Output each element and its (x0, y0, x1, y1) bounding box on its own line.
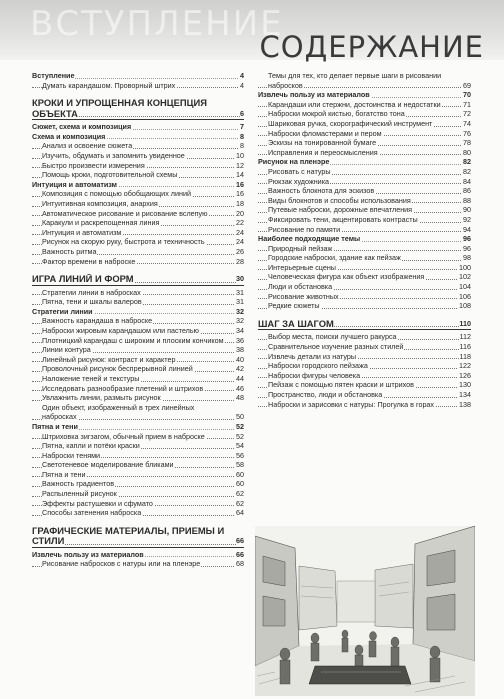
entry-title: Извлечь детали из натуры (268, 351, 357, 361)
toc-entry[interactable] (258, 244, 471, 254)
toc-entry[interactable] (258, 100, 471, 110)
entry-title: Наиболее подходящие темы (258, 234, 361, 244)
toc-entry[interactable] (32, 170, 244, 180)
page-number: 20 (236, 208, 244, 218)
section-gap (32, 90, 244, 98)
entry-title: Наброски городского пейзажа (268, 361, 368, 371)
toc-entry[interactable] (258, 109, 471, 119)
toc-entry[interactable] (32, 432, 244, 442)
page-number: 116 (459, 341, 471, 351)
section-rule (32, 119, 244, 120)
page-number: 22 (236, 218, 244, 228)
entry-title: Рисунок на пленэре (258, 157, 330, 167)
toc-entry[interactable] (32, 345, 244, 355)
toc-subsection[interactable] (32, 422, 244, 432)
toc-entry[interactable] (32, 403, 244, 422)
toc-entry[interactable] (32, 81, 244, 91)
entry-title: Исправления и переосмысления (268, 147, 378, 157)
entry-title: Стратегии линии (32, 306, 93, 316)
page-number: 18 (236, 198, 244, 208)
toc-entry[interactable] (32, 141, 244, 151)
entry-title: Наброски тенями (42, 450, 101, 460)
page-number: 76 (463, 128, 471, 138)
page-number: 62 (236, 498, 244, 508)
page-number: 50 (236, 412, 244, 422)
page-number: 78 (463, 138, 471, 148)
toc-entry[interactable] (32, 336, 244, 346)
toc-entry[interactable] (32, 384, 244, 394)
page-number: 86 (463, 186, 471, 196)
page-number: 16 (236, 179, 244, 189)
page-number: 16 (236, 189, 244, 199)
toc-entry[interactable] (32, 489, 244, 499)
toc-entry[interactable] (32, 355, 244, 365)
entry-title: Светотеневое моделирование бликами (42, 460, 174, 470)
entry-title: Увлажнить линии, размыть рисунок (42, 393, 161, 403)
street-sketch-illustration (255, 526, 475, 696)
entry-title: Распыленный рисунок (42, 489, 117, 499)
page-title: СОДЕРЖАНИЕ (259, 30, 484, 64)
entry-title: Фактор времени в наброске (42, 256, 136, 266)
entry-title: Рисунок на скорую руку, быстрота и техничность (42, 237, 205, 247)
entry-title: Думать карандашом. Проворный штрих (42, 80, 176, 90)
toc-entry[interactable] (32, 288, 244, 298)
entry-title: Линейный рисунок: контраст и характер (42, 354, 176, 364)
entry-title: Линии контура (42, 345, 91, 355)
toc-entry[interactable] (32, 257, 244, 267)
toc-subsection[interactable] (32, 180, 244, 190)
toc-entry[interactable] (32, 218, 244, 228)
entry-title: Выбор места, поиски лучшего ракурса (268, 332, 397, 342)
toc-entry[interactable] (258, 186, 471, 196)
toc-entry[interactable] (258, 371, 471, 381)
entry-title: Природный пейзаж (268, 243, 333, 253)
toc-entry[interactable] (258, 148, 471, 158)
entry-title: Интуитивная композиция, анархия (42, 198, 158, 208)
page-number: 32 (236, 316, 244, 326)
entry-title: Сюжет, схема и композиция (32, 122, 132, 132)
entry-title: Интуиция и автоматизм (32, 179, 117, 189)
section-title: ШАГ ЗА ШАГОМ (258, 318, 334, 329)
page-number: 24 (236, 227, 244, 237)
toc-entry[interactable] (258, 301, 471, 311)
page-number: 38 (236, 345, 244, 355)
page-number: 69 (463, 80, 471, 90)
page-number: 48 (236, 393, 244, 403)
entry-title: Пятна, капли и потёки краски (42, 441, 140, 451)
toc-entry[interactable] (32, 559, 244, 569)
toc-entry[interactable] (32, 199, 244, 209)
toc-subsection[interactable] (32, 307, 244, 317)
entry-title: Важность блокнота для эскизов (268, 186, 375, 196)
page-number: 44 (236, 373, 244, 383)
toc-left-column (32, 71, 244, 569)
page-number: 98 (463, 253, 471, 263)
page-number: 104 (459, 282, 471, 292)
toc-entry[interactable] (32, 189, 244, 199)
entry-title: Штриховка зигзагом, обычный прием в наброске (42, 431, 205, 441)
page-number: 32 (236, 306, 244, 316)
entry-title: Один объект, изображенный в трех линейных набросках (42, 402, 195, 422)
entry-title: Помощь кроки, подготовительной схемы (42, 170, 178, 180)
page-number: 31 (236, 287, 244, 297)
toc-entry[interactable] (32, 316, 244, 326)
page-number: 14 (236, 170, 244, 180)
toc-section-heading[interactable] (32, 98, 244, 119)
entry-title: Схема и композиция (32, 131, 106, 141)
toc-entry[interactable] (32, 209, 244, 219)
entry-title: Люди и обстановка (268, 282, 333, 292)
toc-entry[interactable] (258, 177, 471, 187)
page-number: 4 (240, 71, 244, 80)
section-title: ГРАФИЧЕСКИЕ МАТЕРИАЛЫ, ПРИЕМЫ И СТИЛИ (32, 525, 225, 547)
entry-title: Автоматическое рисование и рисование вслепую (42, 208, 208, 218)
toc-section-heading[interactable] (32, 274, 244, 285)
entry-title: Рисовать с натуры (268, 166, 331, 176)
page-number: 138 (459, 399, 471, 409)
toc-entry[interactable] (258, 253, 471, 263)
page-number: 94 (463, 224, 471, 234)
entry-title: Карандаши или стержни, достоинства и недостатки (268, 99, 441, 109)
page-number: 134 (459, 389, 471, 399)
toc-entry[interactable] (258, 292, 471, 302)
toc-entry[interactable] (258, 205, 471, 215)
entry-title: Темы для тех, кто делает первые шаги в рисовании набросков (268, 71, 442, 90)
page-number: 34 (236, 325, 244, 335)
entry-title: Пейзаж с помощью пятен краски и штрихов (268, 380, 414, 390)
page-number: 7 (240, 122, 244, 132)
toc-entry[interactable] (32, 228, 244, 238)
toc-entry[interactable] (32, 393, 244, 403)
entry-title: Важность ритма (42, 246, 97, 256)
page-number: 96 (463, 234, 471, 244)
entry-title: Наброски жировым карандашом или пастелью (42, 325, 199, 335)
page-number: 66 (236, 536, 244, 546)
toc-entry[interactable] (258, 129, 471, 139)
toc-subsection[interactable] (32, 550, 244, 560)
toc-entry[interactable] (258, 380, 471, 390)
page-number: 8 (240, 141, 244, 151)
toc-entry[interactable] (32, 441, 244, 451)
page-number: 92 (463, 214, 471, 224)
entry-title: Наброски и зарисовки с натуры: Прогулка в горах (268, 399, 435, 409)
page-number: 102 (459, 272, 471, 282)
entry-title: Вступление (32, 71, 75, 80)
toc-subsection[interactable] (258, 157, 471, 167)
toc-entry[interactable] (32, 374, 244, 384)
page-number: 82 (463, 157, 471, 167)
entry-title: Быстро произвести измерения (42, 160, 145, 170)
entry-title: Каракули и раскрепощенная линия (42, 218, 160, 228)
toc-entry[interactable] (32, 499, 244, 509)
section-gap (32, 518, 244, 526)
entry-title: Анализ и освоение сюжета (42, 141, 133, 151)
toc-entry[interactable] (258, 390, 471, 400)
section-title: ИГРА ЛИНИЙ И ФОРМ (32, 274, 134, 285)
entry-title: Изучить, обдумать и запомнить увиденное (42, 150, 185, 160)
page-number: 52 (236, 431, 244, 441)
page-number: 56 (236, 450, 244, 460)
toc-subsection[interactable] (32, 71, 244, 81)
section-gap (258, 311, 471, 319)
toc-entry[interactable] (32, 470, 244, 480)
page-number: 74 (463, 118, 471, 128)
toc-entry[interactable] (258, 282, 471, 292)
ghost-heading: ВСТУПЛЕНИЕ (30, 4, 284, 44)
entry-title: Извлечь пользу из материалов (32, 549, 144, 559)
page-number: 42 (236, 364, 244, 374)
entry-title: Городские наброски, здание как пейзаж (268, 253, 401, 263)
entry-title: Наложение теней и текстуры (42, 373, 140, 383)
toc-entry[interactable] (258, 361, 471, 371)
toc-entry[interactable] (258, 71, 471, 90)
toc-entry[interactable] (32, 247, 244, 257)
toc-entry[interactable] (258, 138, 471, 148)
page-number: 64 (236, 508, 244, 518)
page-number: 70 (463, 90, 471, 100)
entry-title: Пространство, люди и обстановка (268, 389, 383, 399)
page-number: 36 (236, 335, 244, 345)
page-number: 62 (236, 489, 244, 499)
entry-title: Исследовать разнообразие плетений и штрихов (42, 383, 204, 393)
entry-title: Рисование по памяти (268, 224, 341, 234)
toc-entry[interactable] (258, 342, 471, 352)
page-number: 60 (236, 469, 244, 479)
entry-title: Шариковая ручка, скорографический инструмент (268, 118, 433, 128)
section-gap (32, 266, 244, 274)
page-number: 72 (463, 109, 471, 119)
toc-entry[interactable] (258, 272, 471, 282)
toc-entry[interactable] (258, 400, 471, 410)
toc-entry[interactable] (258, 119, 471, 129)
page-number: 112 (459, 332, 471, 342)
toc-section-heading[interactable] (258, 319, 471, 330)
entry-title: Способы затенения наброска (42, 508, 142, 518)
entry-title: Рисование животных (268, 291, 339, 301)
entry-title: Путевые наброски, дорожные впечатления (268, 205, 413, 215)
page-number: 118 (459, 351, 471, 361)
toc-entry[interactable] (32, 151, 244, 161)
page-number: 110 (459, 318, 471, 328)
toc-entry[interactable] (32, 508, 244, 518)
section-rule (258, 329, 471, 330)
page-number: 96 (463, 243, 471, 253)
entry-title: Виды блокнотов и способы использования (268, 195, 411, 205)
page-number: 80 (463, 147, 471, 157)
page-number: 8 (240, 131, 244, 141)
entry-title: Наброски фигуры человека (268, 370, 361, 380)
toc-subsection[interactable] (258, 234, 471, 244)
toc-entry[interactable] (258, 215, 471, 225)
entry-title: Важность градиентов (42, 479, 115, 489)
page-number: 88 (463, 195, 471, 205)
toc-entry[interactable] (32, 161, 244, 171)
entry-title: Сравнительное изучение разных стилей (268, 341, 404, 351)
entry-title: Рюкзак художника (268, 176, 329, 186)
entry-title: Эффекты растушевки и сфумато (42, 498, 153, 508)
entry-title: Фиксировать тени, акцентировать контрасты (268, 214, 418, 224)
page-number: 66 (236, 549, 244, 559)
entry-title: Извлечь пользу из материалов (258, 90, 370, 100)
entry-title: Композиция с помощью обобщающих линий (42, 189, 191, 199)
entry-title: Пятна и тени (32, 421, 78, 431)
section-title: КРОКИ И УПРОЩЕННАЯ КОНЦЕПЦИЯ ОБЪЕКТА (32, 98, 207, 119)
toc-entry[interactable] (258, 167, 471, 177)
entry-title: Наброски фломастерами и пером (268, 128, 382, 138)
entry-title: Стратегии линии в набросках (42, 287, 141, 297)
page-number: 90 (463, 205, 471, 215)
toc-section-heading[interactable] (32, 526, 244, 547)
page-number: 100 (459, 262, 471, 272)
entry-title: Интуиция и автоматизм (42, 227, 122, 237)
page-number: 106 (459, 291, 471, 301)
page-number: 122 (459, 361, 471, 371)
toc-entry[interactable] (258, 332, 471, 342)
section-rule (32, 285, 244, 286)
page-number: 71 (463, 99, 471, 109)
toc-entry[interactable] (258, 263, 471, 273)
entry-title: Плотницкий карандаш с широким и плоским кончиком (42, 335, 224, 345)
page-number: 12 (236, 160, 244, 170)
page-number: 58 (236, 460, 244, 470)
toc-entry[interactable] (32, 326, 244, 336)
toc-subsection[interactable] (32, 132, 244, 142)
entry-title: Редкие сюжеты (268, 301, 320, 311)
sketch-drawing (255, 526, 475, 696)
toc-entry[interactable] (32, 297, 244, 307)
page-number: 26 (236, 246, 244, 256)
page-number: 84 (463, 176, 471, 186)
page-number: 10 (236, 150, 244, 160)
page-number: 6 (240, 108, 244, 118)
page-number: 31 (236, 297, 244, 307)
toc-entry[interactable] (32, 460, 244, 470)
toc-entry[interactable] (32, 479, 244, 489)
page-number: 4 (240, 80, 244, 90)
toc-entry[interactable] (32, 451, 244, 461)
toc-subsection[interactable] (32, 122, 244, 132)
entry-title: Важность карандаша в наброске (42, 316, 153, 326)
entry-title: Пятна и тени (42, 469, 86, 479)
page-number: 30 (236, 274, 244, 284)
toc-right-column (258, 71, 471, 409)
entry-title: Человеческая фигура как объект изображения (268, 272, 425, 282)
page-number: 52 (236, 421, 244, 431)
entry-title: Интерьерные сцены (268, 262, 336, 272)
entry-title: Пятна, тени и шкалы валеров (42, 297, 142, 307)
entry-title: Проволочный рисунок беспрерывной линией (42, 364, 193, 374)
entry-title: Эскизы на тонированной бумаге (268, 138, 377, 148)
page-number: 40 (236, 354, 244, 364)
page-number: 54 (236, 441, 244, 451)
page-number: 60 (236, 479, 244, 489)
toc-entry[interactable] (258, 225, 471, 235)
toc-subsection[interactable] (258, 90, 471, 100)
section-rule (32, 547, 244, 548)
page-number: 28 (236, 256, 244, 266)
page-number: 46 (236, 383, 244, 393)
page-number: 24 (236, 237, 244, 247)
toc-entry[interactable] (258, 196, 471, 206)
entry-title: Рисование набросков с натуры или на пленэре (42, 559, 201, 569)
entry-title: Наброски мокрой кистью, богатство тона (268, 109, 405, 119)
page-number: 126 (459, 370, 471, 380)
page-number: 130 (459, 380, 471, 390)
page-number: 108 (459, 301, 471, 311)
toc-entry[interactable] (32, 364, 244, 374)
page-number: 68 (236, 559, 244, 569)
toc-entry[interactable] (258, 352, 471, 362)
page-number: 82 (463, 166, 471, 176)
toc-entry[interactable] (32, 237, 244, 247)
